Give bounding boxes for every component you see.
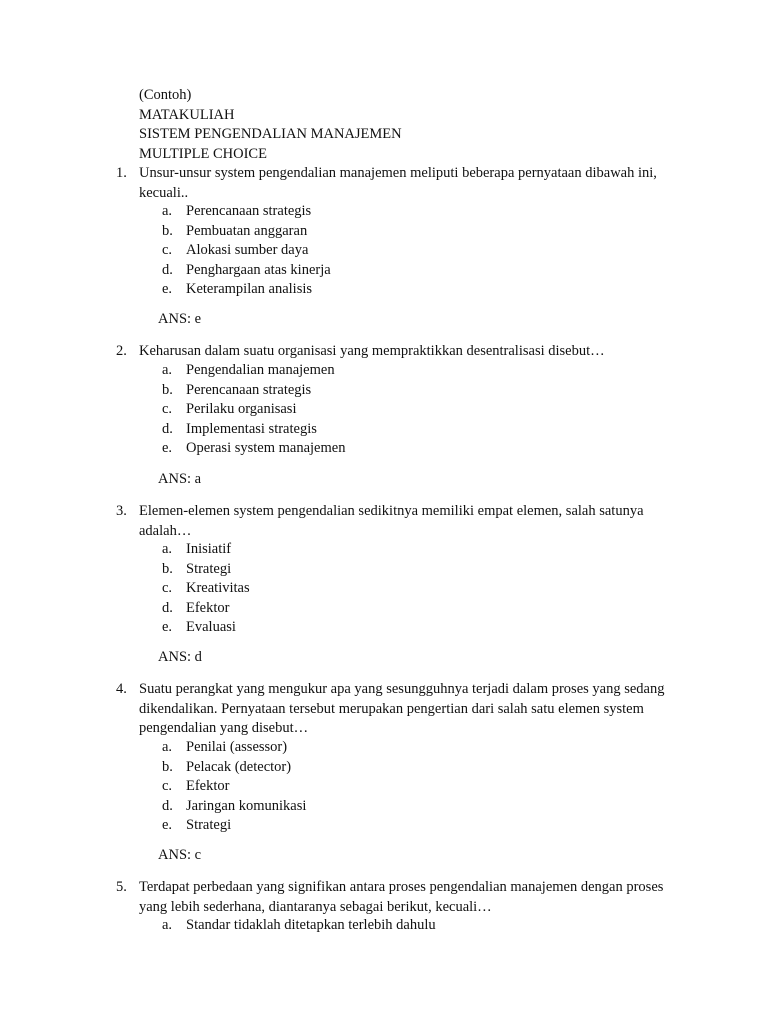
- option-letter: b.: [162, 222, 173, 239]
- option-text: Perencanaan strategis: [186, 203, 312, 219]
- option-letter: e.: [162, 281, 173, 297]
- option-text: Strategi: [186, 817, 232, 833]
- option-letter: c.: [162, 580, 173, 596]
- option-text: Strategi: [186, 560, 232, 577]
- option-text: Evaluasi: [186, 619, 236, 635]
- option-text: Pembuatan anggaran: [186, 222, 308, 239]
- question-number: 4.: [116, 681, 127, 697]
- option-text: Standar tidaklah ditetapkan terlebih dahulu: [186, 917, 436, 933]
- option-text: Pengendalian manajemen: [186, 362, 335, 378]
- header-course-title: SISTEM PENGENDALIAN MANAJEMEN: [139, 126, 402, 142]
- option-letter: c.: [162, 242, 173, 258]
- question-text: Terdapat perbedaan yang signifikan antara proses pengendalian manajemen dengan proses yang lebih sederhana, diantaranya sebagai berikut, kecuali…: [139, 879, 664, 915]
- option-letter: c.: [162, 401, 173, 417]
- answer-key: ANS: d: [158, 649, 202, 665]
- question-number: 2.: [116, 343, 127, 359]
- option-text: Inisiatif: [186, 541, 232, 557]
- option-letter: c.: [162, 778, 173, 794]
- option-letter: b.: [162, 758, 173, 775]
- option-text: Kreativitas: [186, 580, 250, 596]
- option-letter: d.: [162, 420, 173, 437]
- option-letter: e.: [162, 440, 173, 456]
- answer-key: ANS: c: [158, 847, 202, 863]
- option-text: Operasi system manajemen: [186, 440, 346, 456]
- question-text: Unsur-unsur system pengendalian manajemen meliputi beberapa pernyataan dibawah ini, kecuali..: [139, 165, 657, 201]
- question-text: Elemen-elemen system pengendalian sedikitnya memiliki empat elemen, salah satunya adalah…: [139, 503, 644, 539]
- option-letter: b.: [162, 560, 173, 577]
- option-letter: b.: [162, 381, 173, 398]
- option-letter: a.: [162, 362, 173, 378]
- option-letter: d.: [162, 797, 173, 814]
- option-letter: a.: [162, 739, 173, 755]
- option-letter: a.: [162, 541, 173, 557]
- option-text: Pelacak (detector): [186, 758, 292, 775]
- question-text: Keharusan dalam suatu organisasi yang mempraktikkan desentralisasi disebut…: [139, 343, 605, 359]
- option-letter: e.: [162, 619, 173, 635]
- option-text: Alokasi sumber daya: [186, 242, 309, 258]
- option-text: Efektor: [186, 599, 230, 616]
- option-text: Efektor: [186, 778, 230, 794]
- option-text: Perencanaan strategis: [186, 381, 312, 398]
- answer-key: ANS: e: [158, 311, 202, 327]
- header-section-title: MULTIPLE CHOICE: [139, 145, 267, 162]
- answer-key: ANS: a: [158, 471, 202, 487]
- option-text: Perilaku organisasi: [186, 401, 297, 417]
- option-text: Keterampilan analisis: [186, 281, 313, 297]
- option-text: Implementasi strategis: [186, 420, 317, 437]
- option-text: Jaringan komunikasi: [186, 797, 307, 814]
- question-text: Suatu perangkat yang mengukur apa yang sesungguhnya terjadi dalam proses yang sedang dikendalikan. Pernyataan tersebut merupakan pengertian dari salah satu elemen system pengendalian yang disebut…: [139, 681, 665, 736]
- question-number: 3.: [116, 503, 127, 519]
- option-letter: a.: [162, 203, 173, 219]
- option-text: Penghargaan atas kinerja: [186, 261, 331, 278]
- option-letter: a.: [162, 917, 173, 933]
- option-letter: e.: [162, 817, 173, 833]
- document-header: [139, 86, 402, 164]
- question-number: 5.: [116, 879, 127, 895]
- question-number: 1.: [116, 165, 127, 181]
- header-example-label: (Contoh): [139, 87, 192, 103]
- option-letter: d.: [162, 261, 173, 278]
- option-letter: d.: [162, 599, 173, 616]
- option-text: Penilai (assessor): [186, 739, 288, 755]
- header-course-label: MATAKULIAH: [139, 106, 235, 123]
